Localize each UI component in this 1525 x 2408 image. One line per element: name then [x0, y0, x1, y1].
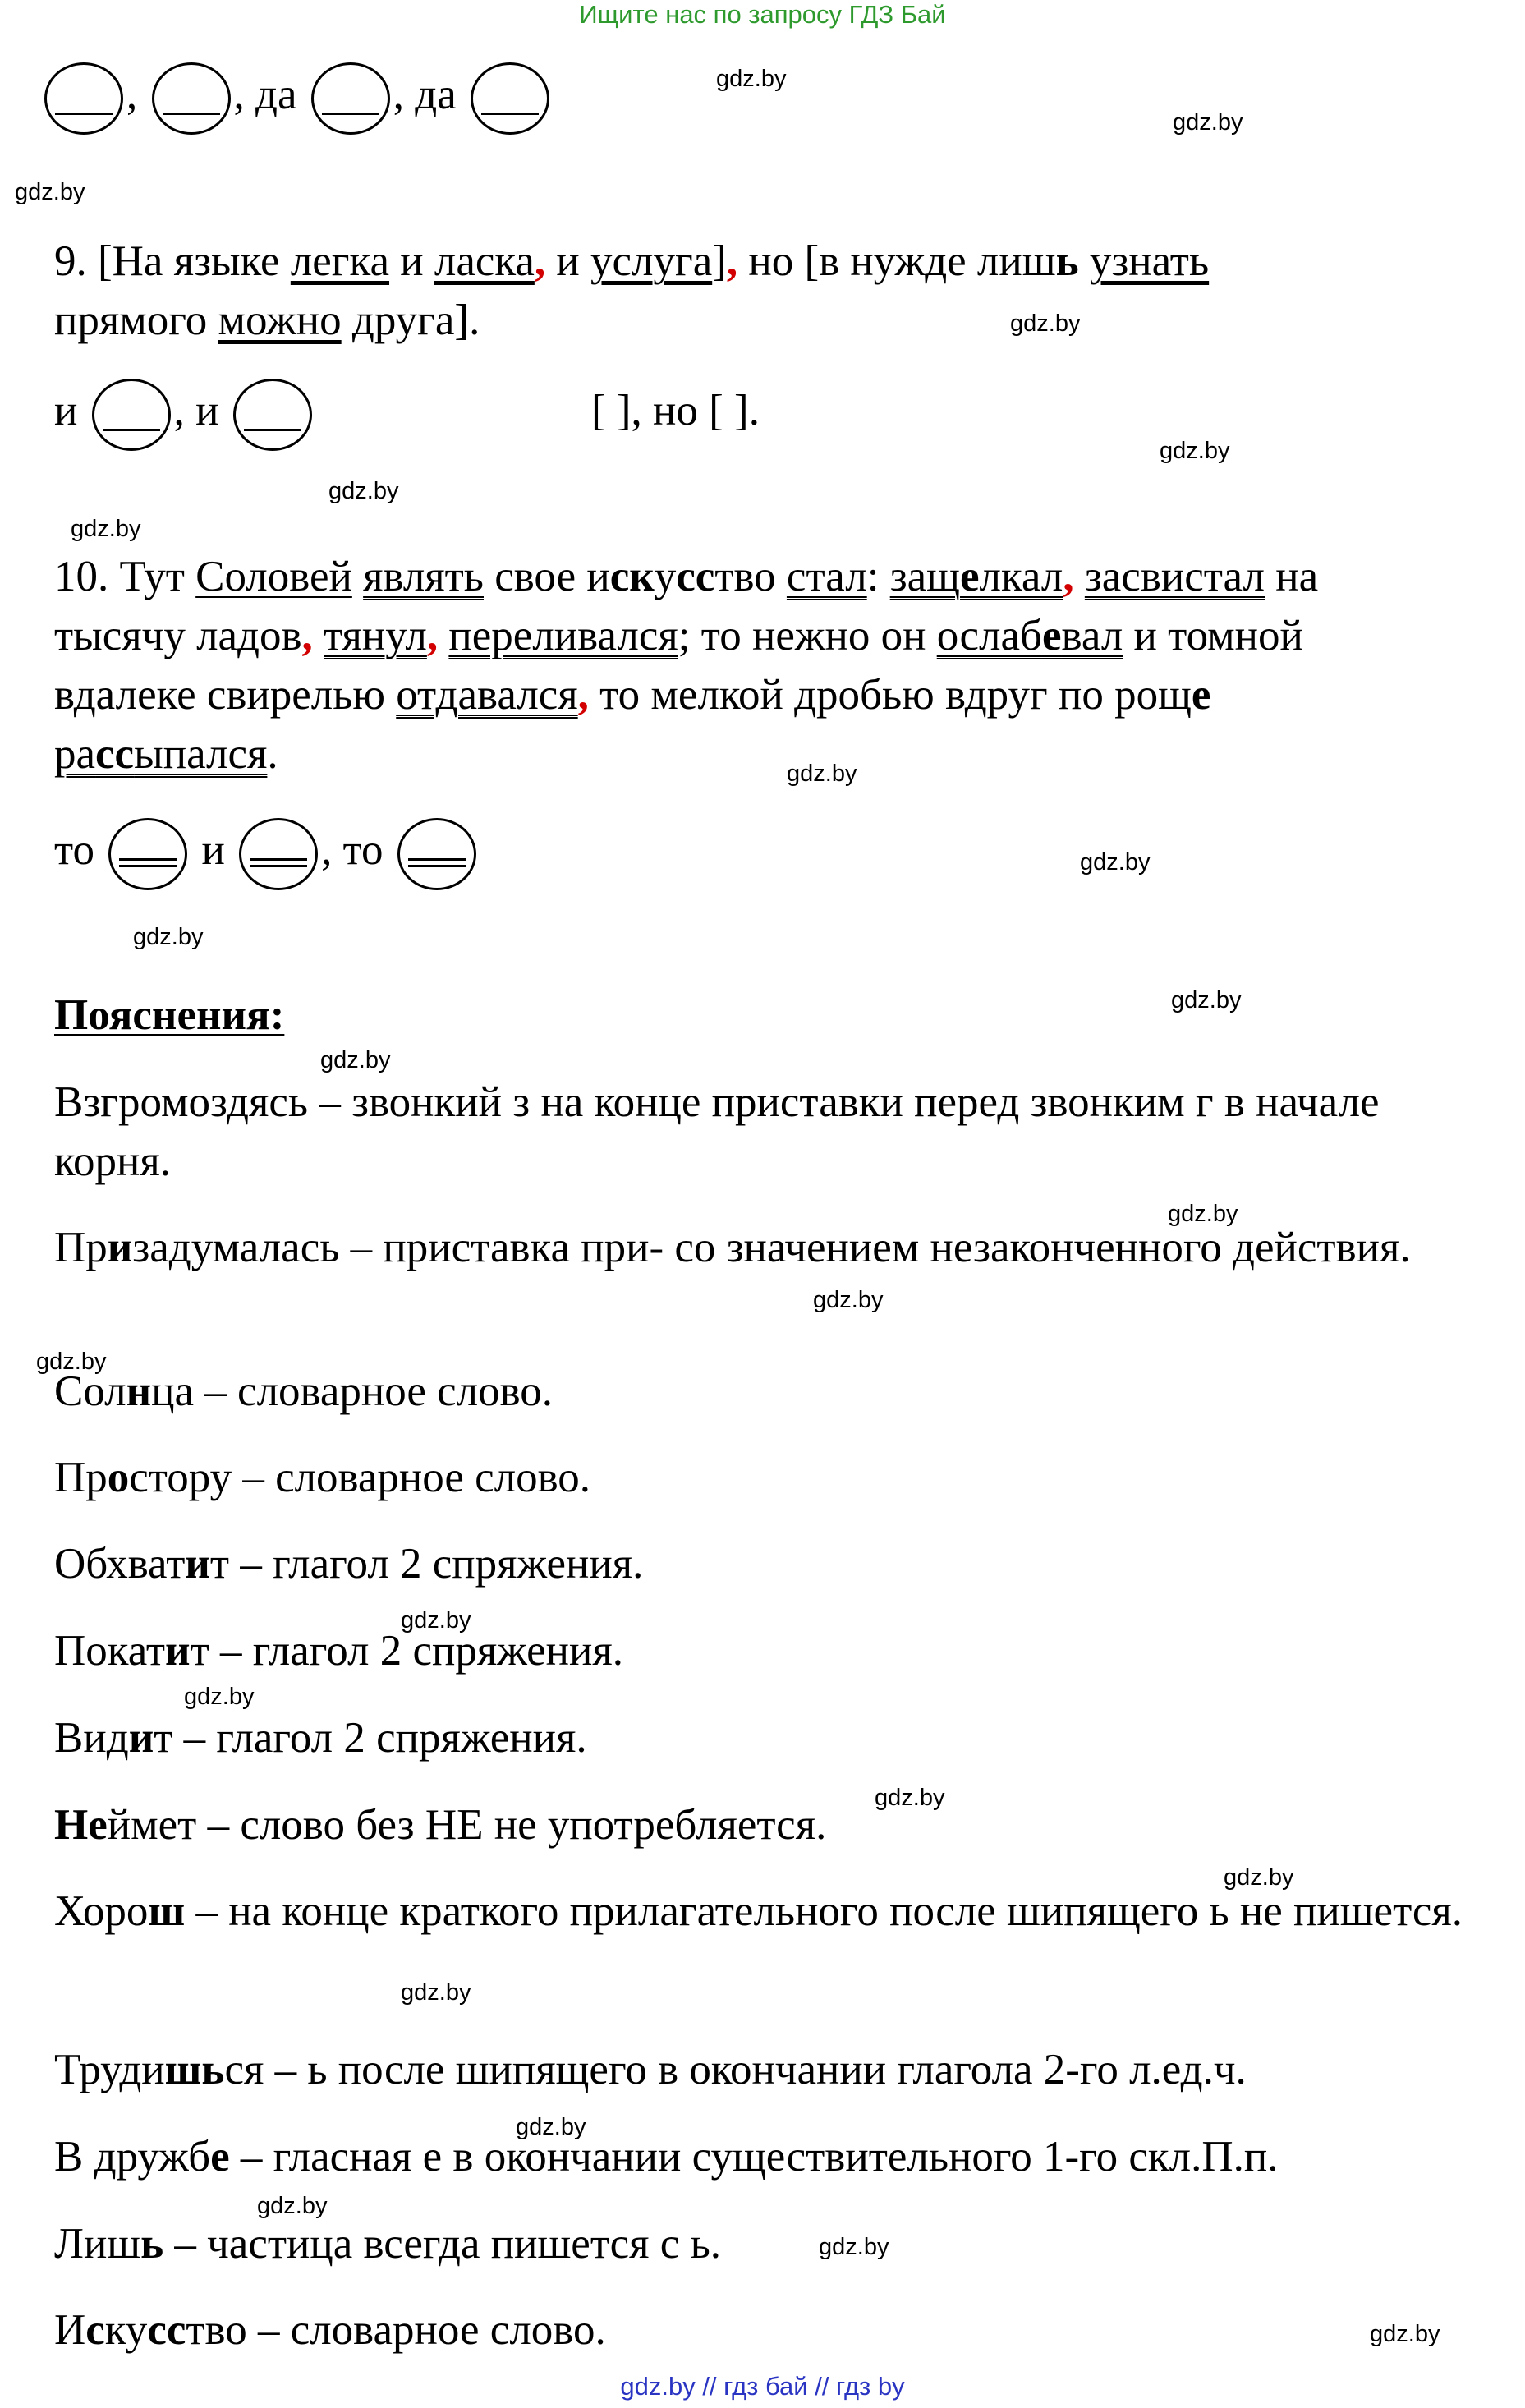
scheme-9: и , и — [54, 374, 315, 451]
watermark: gdz.by — [1224, 1864, 1294, 1891]
clause-circle — [44, 62, 123, 135]
sentence-10: 10. Тут Соловей являть свое искусство стал: защелкал, засвистал на тысячу ладов, тянул, переливался; то нежно он ослабевал и томной вдалеке свирелью отдавался, то мелкой дробью вдруг по роще рассыпался. — [54, 553, 1319, 778]
watermark: gdz.by — [787, 761, 857, 787]
explanation-item: Лишь – частица всегда пишется с ь. — [54, 2220, 721, 2268]
watermark: gdz.by — [1010, 310, 1081, 337]
explanation-item: Искусство – словарное слово. — [54, 2306, 606, 2354]
watermark: gdz.by — [875, 1785, 945, 1811]
scheme-sep: , да — [393, 71, 457, 118]
watermark: gdz.by — [1160, 438, 1230, 464]
clause-circle — [233, 379, 312, 451]
explanations-title: Пояснения: — [54, 991, 285, 1039]
clause-circle — [397, 818, 476, 890]
clause-circle — [471, 62, 549, 135]
explanation-item: В дружбе – гласная е в окончании существительного 1-го скл.П.п. — [54, 2133, 1279, 2181]
clause-circle — [92, 379, 171, 451]
clause-circle — [108, 818, 187, 890]
header-link[interactable]: Ищите нас по запросу ГДЗ Бай — [579, 0, 946, 29]
watermark: gdz.by — [320, 1047, 391, 1073]
scheme-sep: , — [126, 71, 138, 118]
watermark: gdz.by — [1370, 2321, 1440, 2347]
scheme-9-brackets: [ ], но [ ]. — [591, 387, 760, 434]
explanation-item: Видит – глагол 2 спряжения. — [54, 1714, 587, 1762]
watermark: gdz.by — [1171, 987, 1242, 1013]
watermark: gdz.by — [819, 2234, 889, 2260]
watermark: gdz.by — [184, 1684, 255, 1710]
clause-circle — [311, 62, 390, 135]
explanation-item: Неймет – слово без НЕ не употребляется. — [54, 1801, 827, 1849]
scheme-10: то и , то — [54, 813, 480, 890]
watermark: gdz.by — [71, 516, 141, 542]
sentence-9: 9. [На языке легка и ласка, и услуга], но [в нужде лишь узнать прямого можно друга]. — [54, 237, 1210, 344]
watermark: gdz.by — [401, 1979, 471, 2006]
watermark: gdz.by — [36, 1349, 107, 1375]
scheme-sep: , да — [233, 71, 297, 118]
explanation-item: Обхватит – глагол 2 спряжения. — [54, 1540, 644, 1588]
explanation-item: Призадумалась – приставка при- со значением незаконченного действия. — [54, 1224, 1411, 1271]
watermark: gdz.by — [257, 2193, 328, 2219]
scheme-8 — [41, 57, 553, 135]
watermark: gdz.by — [716, 66, 787, 92]
explanation-item: Покатит – глагол 2 спряжения. — [54, 1627, 624, 1675]
watermark: gdz.by — [516, 2114, 586, 2140]
explanation-item: Трудишься – ь после шипящего в окончании глагола 2-го л.ед.ч. — [54, 2046, 1247, 2093]
footer-links[interactable]: gdz.by // гдз бай // гдз by — [620, 2372, 905, 2401]
watermark: gdz.by — [328, 478, 399, 504]
clause-circle — [152, 62, 231, 135]
explanation-item: Солнца – словарное слово. — [54, 1367, 554, 1415]
watermark: gdz.by — [1080, 849, 1151, 875]
explanation-item: Взгромоздясь – звонкий з на конце приставки перед звонким г в начале корня. — [54, 1078, 1380, 1185]
watermark: gdz.by — [813, 1287, 884, 1313]
watermark: gdz.by — [1168, 1201, 1238, 1227]
watermark: gdz.by — [133, 924, 204, 950]
clause-circle — [239, 818, 318, 890]
watermark: gdz.by — [1173, 109, 1243, 136]
explanation-item: Хорош – на конце краткого прилагательного после шипящего ь не пишется. — [54, 1887, 1463, 1935]
explanation-item: Простору – словарное слово. — [54, 1454, 591, 1501]
watermark: gdz.by — [15, 179, 85, 205]
watermark: gdz.by — [401, 1607, 471, 1634]
